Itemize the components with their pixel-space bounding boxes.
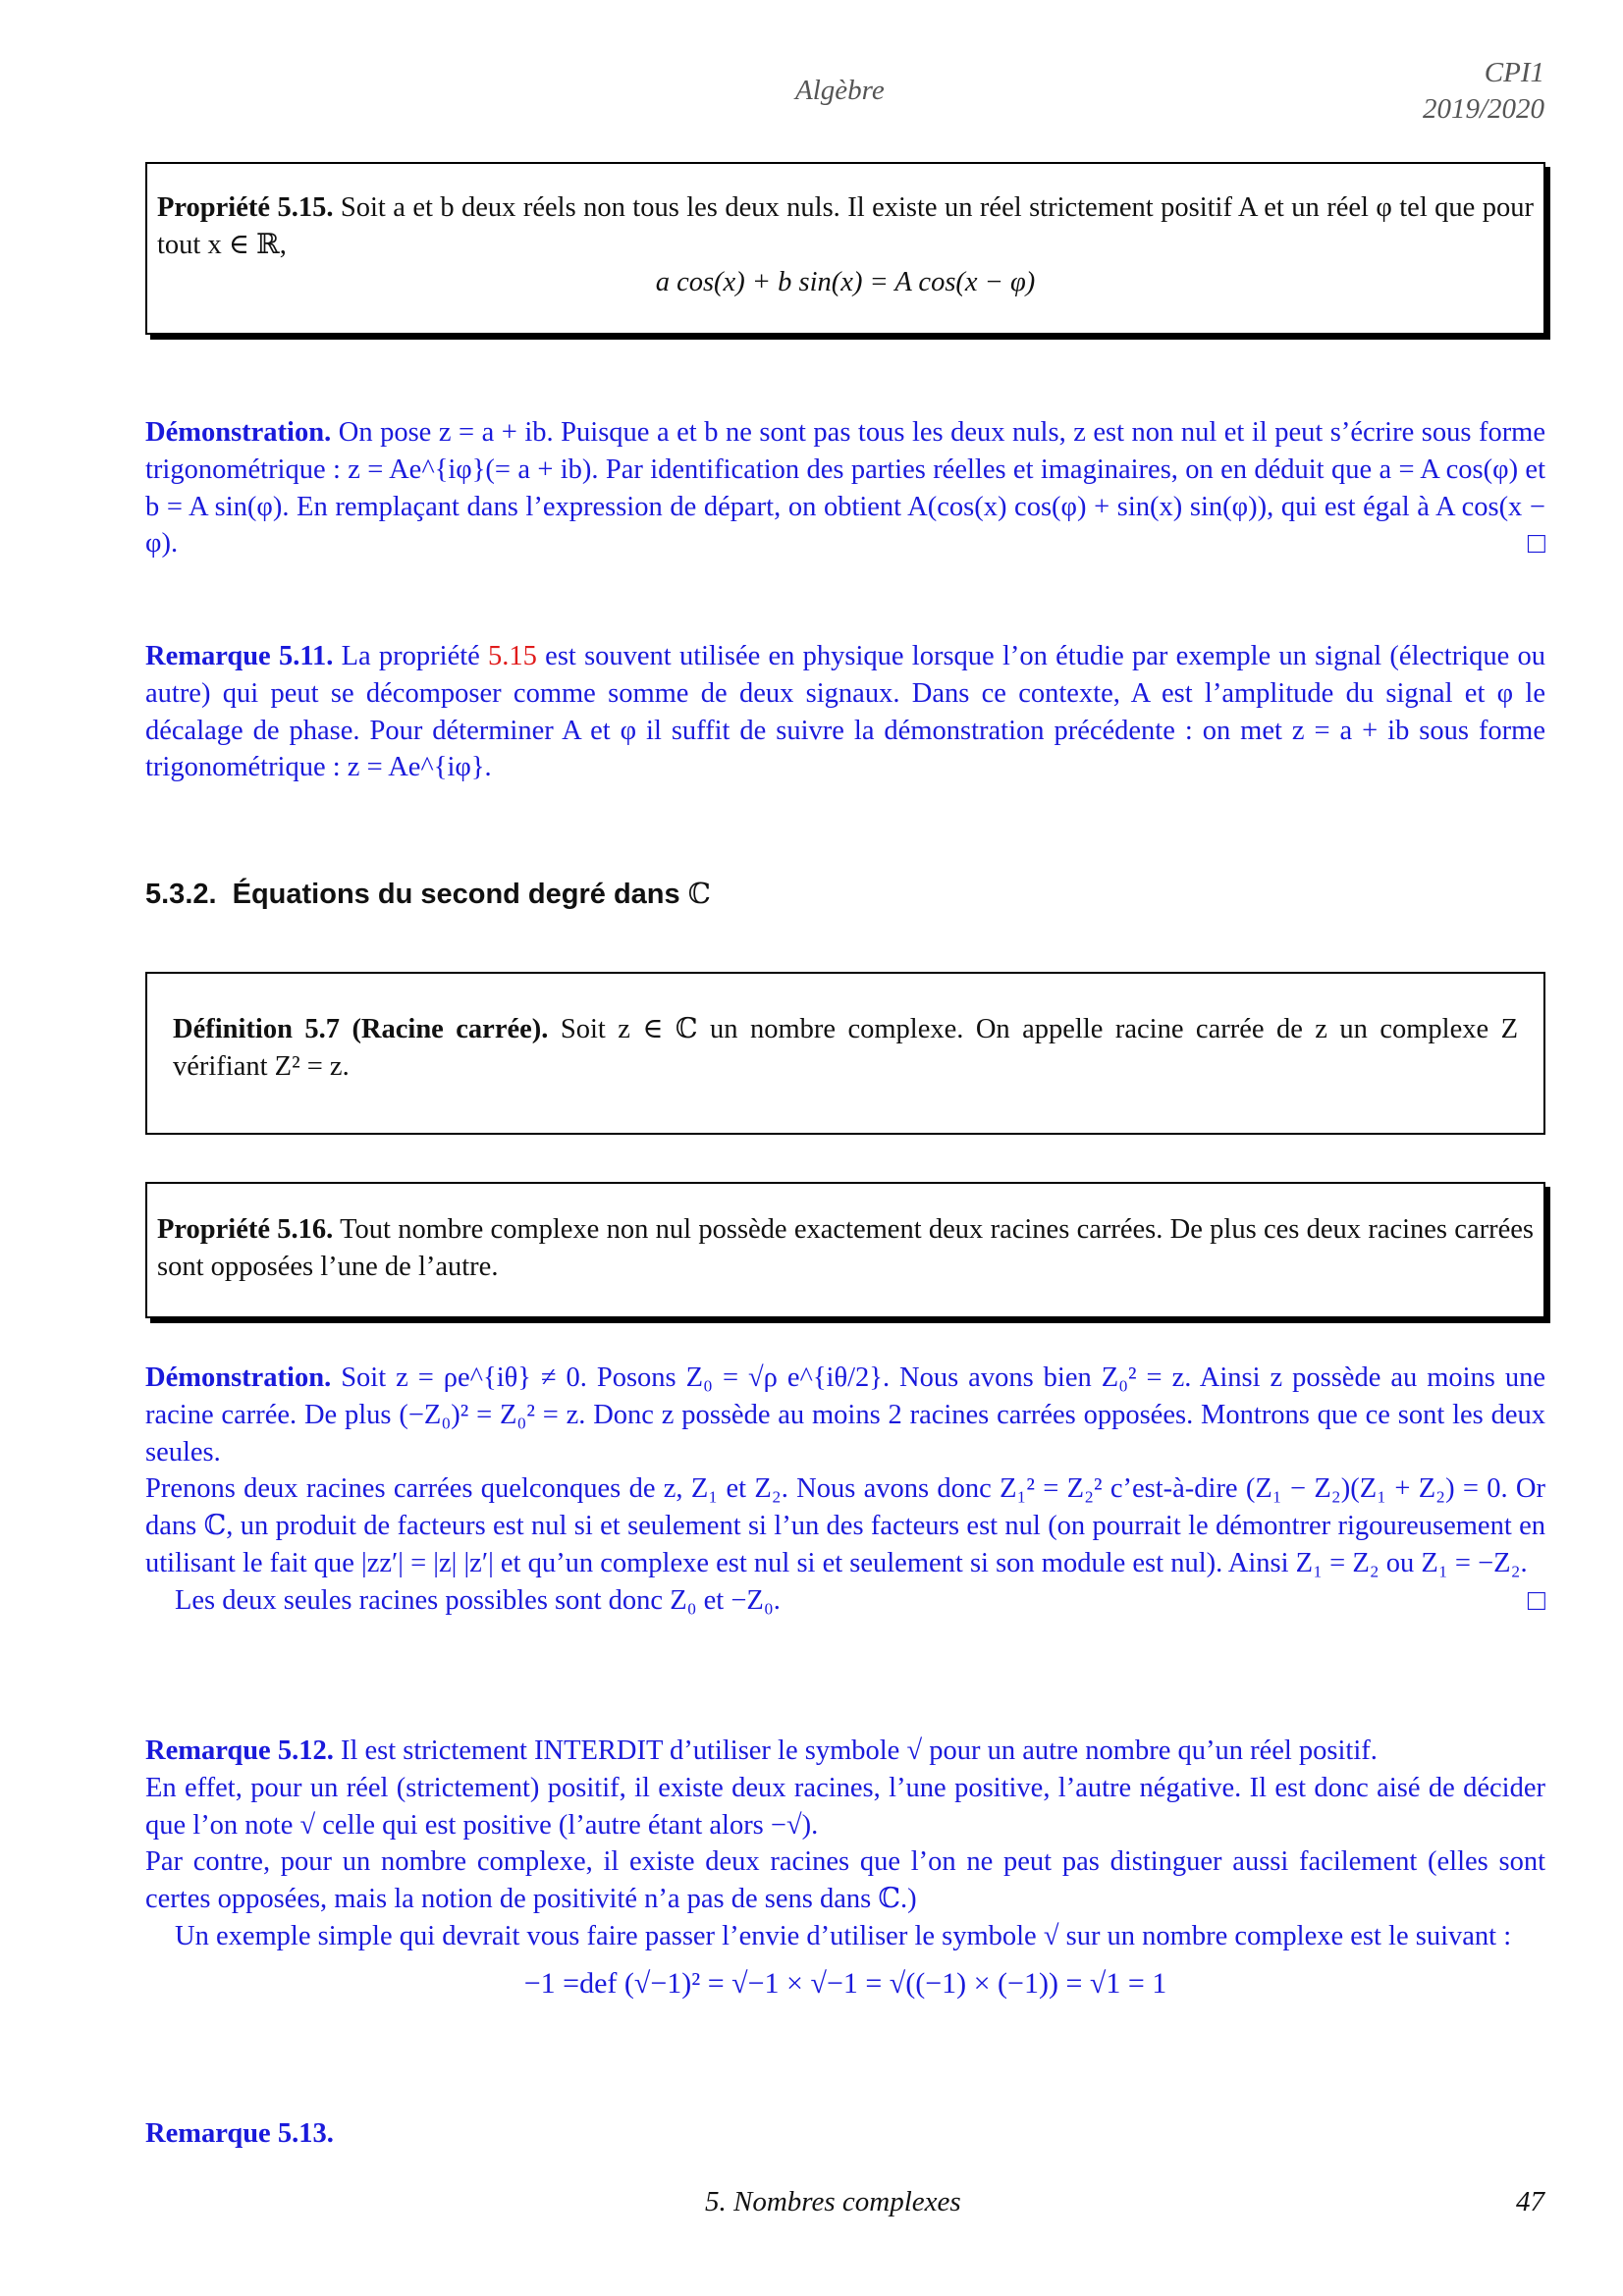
property-5-15-text: Soit a et b deux réels non tous les deux nuls. Il existe un réel strictement positif A et un réel φ tel que pour tout x ∈ ℝ, [157,192,1534,260]
demonstration-2-p3-text: Les deux seules racines possibles sont donc Z₀ et −Z₀. [175,1584,781,1616]
demonstration-1-label: Démonstration. [145,417,332,448]
header-class-year [1423,55,1544,128]
property-reference-link[interactable]: 5.15 [488,641,537,671]
remark-5-11-label: Remarque 5.11. [145,641,334,671]
property-5-15-formula: a cos(x) + b sin(x) = A cos(x − φ) [655,266,1036,297]
demonstration-2-p1-text: Soit z = ρe^{iθ} ≠ 0. Posons Z₀ = √ρ e^{iθ/2}. Nous avons bien Z₀² = z. Ainsi z possède au moins une racine carrée. De plus (−Z₀)² = Z₀² = z. Donc z possède au moins 2 racines carrées opposées. Montrons que ce sont les deux seules. [145,1362,1545,1468]
section-heading [145,877,711,911]
property-5-16-label: Propriété 5.16. [157,1214,334,1245]
section-title: Équations du second degré dans [232,879,680,910]
header-year: 2019/2020 [1422,93,1544,125]
property-5-16-content [157,1211,1534,1286]
remark-5-12-p4: Un exemple simple qui devrait vous faire passer l’envie d’utiliser le symbole √ sur un nombre complexe est le suivant : [175,1920,1512,1951]
demonstration-2-p3 [145,1582,1545,1620]
section-number: 5.3.2. [145,879,217,910]
property-5-16-text: Tout nombre complexe non nul possède exactement deux racines carrées. De plus ces deux racines carrées sont opposées l’une de l’autre. [157,1214,1534,1282]
remark-5-11-pre: La propriété [341,641,480,671]
definition-5-7-box [145,972,1545,1135]
definition-5-7-label: Définition 5.7 (Racine carrée). [173,1014,549,1044]
property-5-15-label: Propriété 5.15. [157,192,334,223]
property-5-16-box [145,1182,1545,1318]
definition-5-7-content [173,1011,1518,1086]
definition-5-7-text: Soit z ∈ ℂ un nombre complexe. On appelle racine carrée de z un complexe Z vérifiant Z² = z. [173,1014,1518,1082]
footer-chapter: 5. Nombres complexes [705,2186,961,2217]
remark-5-12-p3: Par contre, pour un nombre complexe, il existe deux racines que l’on ne peut pas distinguer aussi facilement (elles sont certes opposées, mais la notion de positivité n’a pas de sens dans ℂ.) [145,1846,1545,1915]
remark-5-12-formula: −1 =def (√−1)² = √−1 × √−1 = √((−1) × (−1)) = √1 = 1 [523,1966,1167,2000]
remark-5-11 [145,638,1545,786]
demonstration-2-label: Démonstration. [145,1362,332,1393]
remark-5-12 [145,1733,1545,2002]
header-class: CPI1 [1484,57,1544,88]
property-5-15-box [145,162,1545,335]
property-5-15-content [157,189,1534,300]
remark-5-12-label: Remarque 5.12. [145,1735,334,1766]
demonstration-2 [145,1360,1545,1620]
demonstration-2-p1 [145,1360,1545,1470]
demonstration-1-text: On pose z = a + ib. Puisque a et b ne sont pas tous les deux nuls, z est non nul et il peut s’écrire sous forme trigonométrique : z = Ae^{iφ}(= a + ib). Par identification des parties réelles et imaginaires, on en déduit que a = A cos(φ) et b = A sin(φ). En remplaçant dans l’expression de départ, on obtient A(cos(x) cos(φ) + sin(x) sin(φ)), qui est égal à A cos(x − φ). [145,417,1545,560]
demonstration-2-p2: Prenons deux racines carrées quelconques de z, Z₁ et Z₂. Nous avons donc Z₁² = Z₂² c’est-à-dire (Z₁ − Z₂)(Z₁ + Z₂) = 0. Or dans ℂ, un produit de facteurs est nul si et seulement si l’un des facteurs est nul (on pourrait le démontrer rigoureusement en utilisant le fait que |zz′| = |z| |z′| et qu’un complexe est nul si et seulement si son module est nul). Ainsi Z₁ = Z₂ ou Z₁ = −Z₂. [145,1473,1545,1578]
header-subject: Algèbre [795,75,885,106]
remark-5-12-p1-text: Il est strictement INTERDIT d’utiliser le symbole √ pour un autre nombre qu’un réel positif. [340,1735,1378,1766]
page-number: 47 [1516,2186,1544,2217]
remark-5-11-text: est souvent utilisée en physique lorsque l’on étudie par exemple un signal (électrique ou autre) qui peut se décomposer comme somme de deux signaux. Dans ce contexte, A est l’amplitude du signal et φ le décalage de phase. Pour déterminer A et φ il suffit de suivre la démonstration précédente : on met z = a + ib sous forme trigonométrique : z = Ae^{iφ}. [145,641,1546,783]
remark-5-12-p2: En effet, pour un réel (strictement) positif, il existe deux racines, l’une positive, l’autre négative. Il est donc aisé de décider que l’on note √ celle qui est positive (l’autre étant alors −√). [145,1772,1545,1841]
qed-icon: □ [1527,1583,1545,1617]
remark-5-13-label: Remarque 5.13. [145,2118,334,2149]
demonstration-1 [145,414,1545,562]
qed-icon: □ [1527,527,1545,561]
remark-5-12-p1 [145,1733,1545,1770]
section-symbol: ℂ [687,877,711,910]
